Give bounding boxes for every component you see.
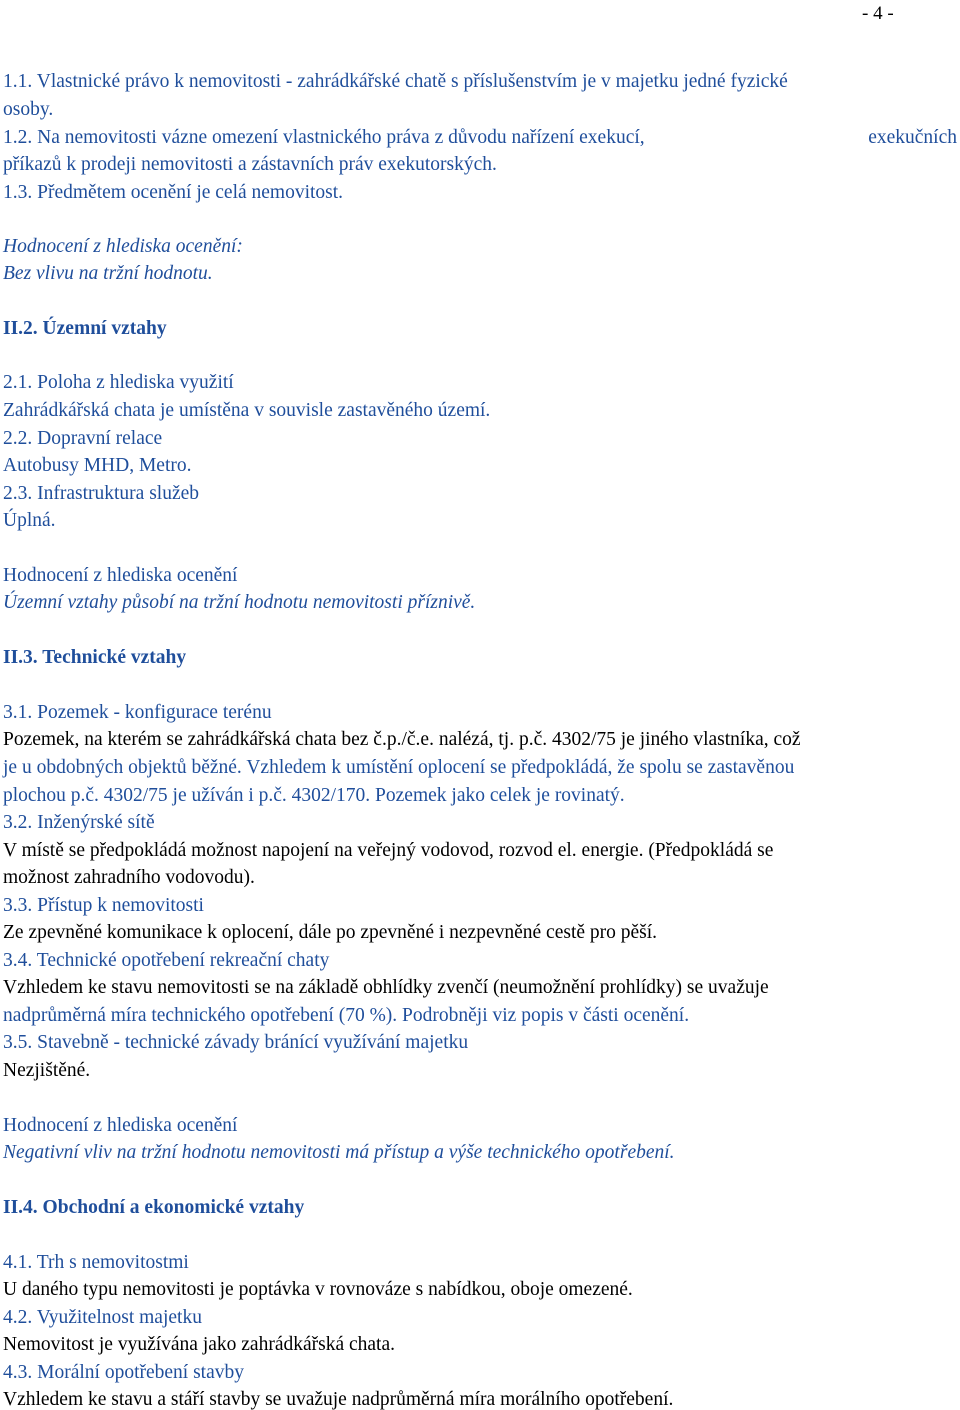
encumbrance-line-2: příkazů k prodeji nemovitosti a zástavních práv exekutorských. [3, 154, 497, 175]
subheading-defects: 3.5. Stavebně - technické závady bránící využívání majetku [3, 1032, 469, 1053]
subheading-terrain: 3.1. Pozemek - konfigurace terénu [3, 702, 272, 723]
subheading-infrastructure: 2.3. Infrastruktura služeb [3, 483, 200, 504]
evaluation-text-1: Bez vlivu na tržní hodnotu. [3, 263, 213, 284]
subheading-market: 4.1. Trh s nemovitostmi [3, 1252, 189, 1273]
evaluation-heading-1: Hodnocení z hlediska ocenění: [3, 236, 243, 257]
defects-text: Nezjištěné. [3, 1060, 91, 1081]
page-number: - 4 - [862, 3, 894, 24]
utilities-text-2: možnost zahradního vodovodu). [3, 867, 255, 888]
location-text: Zahrádkářská chata je umístěna v souvisle zastavěného území. [3, 400, 491, 421]
subheading-access: 3.3. Přístup k nemovitosti [3, 895, 204, 916]
market-text: U daného typu nemovitosti je poptávka v rovnováze s nabídkou, oboje omezené. [3, 1279, 633, 1300]
infrastructure-text: Úplná. [3, 510, 56, 531]
section-heading-technical: II.3. Technické vztahy [3, 647, 187, 668]
evaluation-heading-2: Hodnocení z hlediska ocenění [3, 565, 238, 586]
encumbrance-text-end: exekučních [868, 127, 957, 148]
evaluation-text-2: Územní vztahy působí na tržní hodnotu nemovitosti příznivě. [3, 592, 476, 613]
terrain-text-3: plochou p.č. 4302/75 je užíván i p.č. 4302/170. Pozemek jako celek je rovinatý. [3, 785, 625, 806]
subheading-transport: 2.2. Dopravní relace [3, 428, 163, 449]
utilities-text-1: V místě se předpokládá možnost napojení na veřejný vodovod, rozvod el. energie. (Předpokládá se [3, 840, 774, 861]
subheading-location: 2.1. Poloha z hlediska využití [3, 372, 234, 393]
subheading-utilities: 3.2. Inženýrské sítě [3, 812, 155, 833]
evaluation-heading-3: Hodnocení z hlediska ocenění [3, 1115, 238, 1136]
wear-text-1: Vzhledem ke stavu nemovitosti se na základě obhlídky zvenčí (neumožnění prohlídky) se uvažuje [3, 977, 769, 998]
encumbrance-line [3, 128, 957, 148]
usability-text: Nemovitost je využívána jako zahrádkářská chata. [3, 1334, 396, 1355]
subheading-obsolescence: 4.3. Morální opotřebení stavby [3, 1362, 244, 1383]
section-heading-economic: II.4. Obchodní a ekonomické vztahy [3, 1197, 305, 1218]
access-text: Ze zpevněné komunikace k oplocení, dále po zpevněné i nezpevněné cestě pro pěší. [3, 922, 658, 943]
obsolescence-text: Vzhledem ke stavu a stáří stavby se uvažuje nadprůměrná míra morálního opotřebení. [3, 1389, 674, 1410]
terrain-text-1: Pozemek, na kterém se zahrádkářská chata bez č.p./č.e. nalézá, tj. p.č. 4302/75 je jiného vlastníka, což [3, 729, 801, 750]
encumbrance-text: 1.2. Na nemovitosti vázne omezení vlastnického práva z důvodu nařízení exekucí, [3, 127, 645, 148]
transport-text: Autobusy MHD, Metro. [3, 455, 192, 476]
subheading-usability: 4.2. Využitelnost majetku [3, 1307, 202, 1328]
ownership-line-1: 1.1. Vlastnické právo k nemovitosti - zahrádkářské chatě s příslušenstvím je v majetku jedné fyzické [3, 71, 788, 92]
valuation-subject-line: 1.3. Předmětem ocenění je celá nemovitost. [3, 182, 344, 203]
wear-text-2: nadprůměrná míra technického opotřebení (70 %). Podrobněji viz popis v části ocenění. [3, 1005, 690, 1026]
subheading-wear: 3.4. Technické opotřebení rekreační chaty [3, 950, 330, 971]
ownership-line-2: osoby. [3, 99, 54, 120]
section-heading-territorial: II.2. Územní vztahy [3, 318, 167, 339]
terrain-text-2: je u obdobných objektů běžné. Vzhledem k umístění oplocení se předpokládá, že spolu se zastavěnou [3, 757, 795, 778]
evaluation-text-3: Negativní vliv na tržní hodnotu nemovitosti má přístup a výše technického opotřebení. [3, 1142, 675, 1163]
